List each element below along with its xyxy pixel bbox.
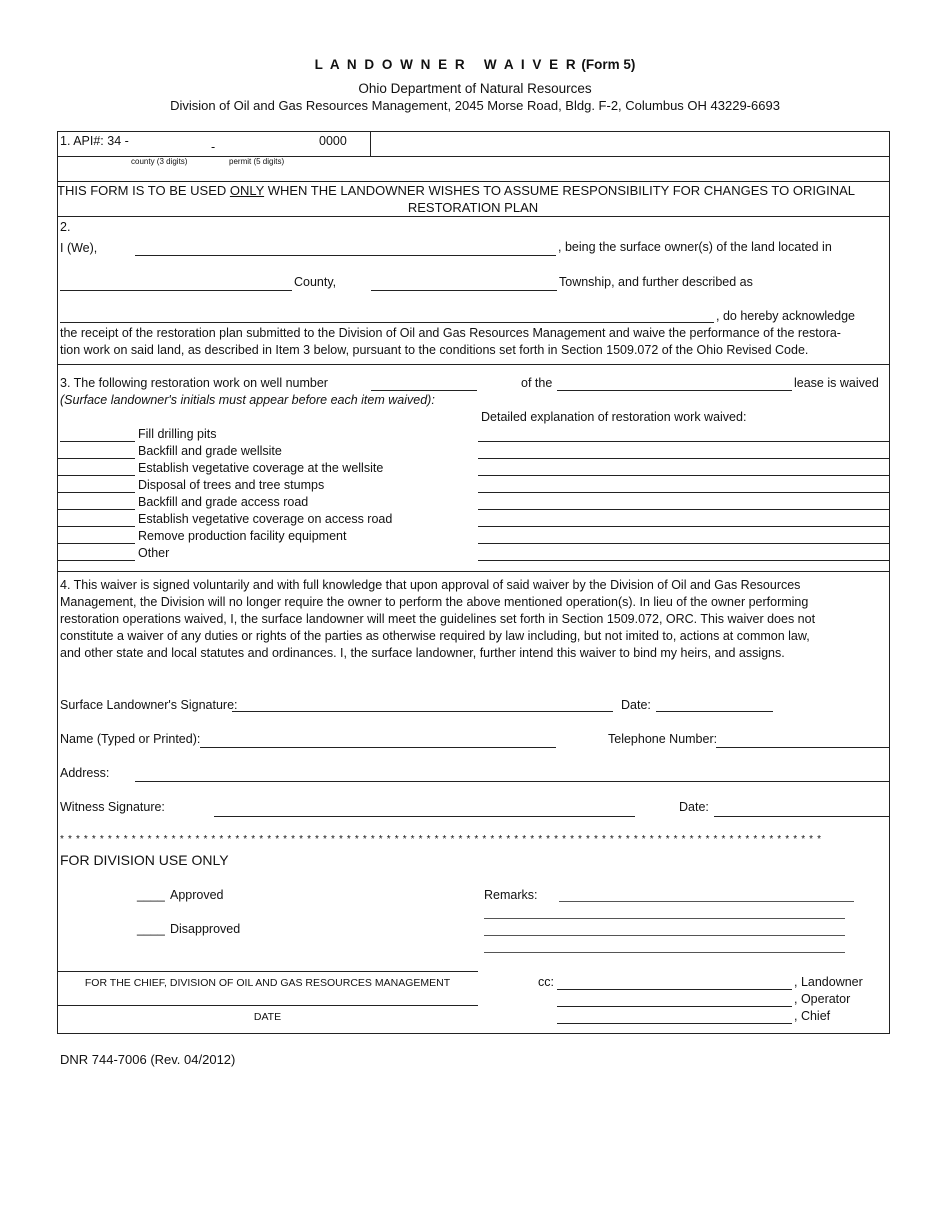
disapproved-label: Disapproved	[170, 922, 241, 936]
division-address: Division of Oil and Gas Resources Management, 2045 Morse Road, Bldg. F-2, Columbus OH 43229-6693	[170, 98, 780, 113]
item-label-3: Establish vegetative coverage at the wellsite	[138, 461, 384, 475]
initials-field-3[interactable]	[57, 475, 135, 476]
explanation-line-1[interactable]	[478, 441, 889, 442]
address-label: Address:	[60, 766, 110, 780]
county-label: County,	[294, 275, 337, 289]
acknowledge-label: , do hereby acknowledge	[716, 309, 855, 323]
remarks-line-1[interactable]	[559, 901, 854, 902]
chief-signature-label: FOR THE CHIEF, DIVISION OF OIL AND GAS RESOURCES MANAGEMENT	[84, 977, 451, 989]
api-label: 1. API#: 34 -	[60, 134, 129, 148]
well-number-field[interactable]	[371, 390, 477, 391]
notice-pre: THIS FORM IS TO BE USED	[57, 183, 230, 198]
section4-line-3: restoration operations waived, I, the surface landowner will meet the guidelines set forth in Section 1509.072, ORC. This waiver does not	[60, 612, 816, 626]
initials-field-2[interactable]	[57, 458, 135, 459]
section2-para-2: tion work on said land, as described in Item 3 below, pursuant to the conditions set forth in Section 1509.072 of the Ohio Revised Code.	[60, 343, 809, 357]
initials-field-7[interactable]	[57, 543, 135, 544]
witness-date-label: Date:	[679, 800, 709, 814]
county-hint: county (3 digits)	[131, 157, 188, 166]
notice-post: WHEN THE LANDOWNER WISHES TO ASSUME RESPONSIBILITY FOR CHANGES TO ORIGINAL	[264, 183, 855, 198]
form-code: DNR 744-7006 (Rev. 04/2012)	[60, 1052, 236, 1067]
section4-line-4: constitute a waiver of any duties or rights of the parties as otherwise required by law including, but not imited to, actions at common law,	[60, 629, 810, 643]
section4-line-2: Management, the Division will no longer require the owner to perform the above mentioned operation(s). In lieu of the owner performing	[60, 595, 809, 609]
i-we-label: I (We),	[60, 241, 98, 255]
cc-chief-label: , Chief	[794, 1009, 831, 1023]
permit-hint: permit (5 digits)	[229, 157, 285, 166]
cc-chief-field[interactable]	[557, 1023, 792, 1024]
township-field[interactable]	[371, 290, 557, 291]
agency-name: Ohio Department of Natural Resources	[358, 81, 592, 96]
disapproved-blank[interactable]: ____	[137, 922, 165, 936]
approved-blank[interactable]: ____	[137, 888, 165, 902]
remarks-label: Remarks:	[484, 888, 538, 902]
lease-waived-label: lease is waived	[794, 376, 879, 390]
initials-field-5[interactable]	[57, 509, 135, 510]
detail-label: Detailed explanation of restoration work waived:	[481, 410, 747, 424]
section4-line-5: and other state and local statutes and ordinances. I, the surface landowner, further intend this waiver to bind my heirs, and assigns.	[60, 646, 785, 660]
cc-landowner-label: , Landowner	[794, 975, 863, 989]
name-field[interactable]	[200, 747, 556, 748]
division-use-title: FOR DIVISION USE ONLY	[60, 852, 229, 868]
signature-date-label: Date:	[621, 698, 651, 712]
item-label-4: Disposal of trees and tree stumps	[138, 478, 325, 492]
signature-label: Surface Landowner's Signature:	[60, 698, 238, 712]
explanation-line-7[interactable]	[478, 543, 889, 544]
explanation-line-5[interactable]	[478, 509, 889, 510]
chief-date-label: DATE	[253, 1011, 282, 1023]
description-field[interactable]	[60, 322, 714, 323]
item-label-1: Fill drilling pits	[138, 427, 217, 441]
witness-label: Witness Signature:	[60, 800, 165, 814]
signature-date-field[interactable]	[656, 711, 773, 712]
township-label: Township, and further described as	[559, 275, 753, 289]
notice-only: ONLY	[229, 183, 265, 198]
of-the-label: of the	[521, 376, 553, 390]
phone-label: Telephone Number:	[608, 732, 718, 746]
api-suffix: 0000	[319, 134, 347, 148]
explanation-line-4[interactable]	[478, 492, 889, 493]
explanation-line-2[interactable]	[478, 458, 889, 459]
approved-label: Approved	[170, 888, 224, 902]
explanation-line-6[interactable]	[478, 526, 889, 527]
item-label-5: Backfill and grade access road	[138, 495, 309, 509]
star-divider: * * * * * * * * * * * * * * * * * * * * * * * * * * * * * * * * * * * * * * * * * * * * * * * * * * * * * * * * * * * * * * * * * * * * * * * * * * * * * * * * * * * * * * * * * * * * * * * *	[60, 834, 822, 845]
explanation-line-3[interactable]	[478, 475, 889, 476]
section3-intro: 3. The following restoration work on well number	[60, 376, 328, 390]
cc-label: cc:	[538, 975, 554, 989]
initials-field-6[interactable]	[57, 526, 135, 527]
initials-field-4[interactable]	[57, 492, 135, 493]
remarks-line-3[interactable]	[484, 935, 845, 936]
initials-field-8[interactable]	[57, 560, 135, 561]
lease-name-field[interactable]	[557, 390, 792, 391]
remarks-line-4[interactable]	[484, 952, 845, 953]
witness-date-field[interactable]	[714, 816, 889, 817]
initials-field-1[interactable]	[60, 441, 135, 442]
witness-field[interactable]	[214, 816, 635, 817]
item-label-8: Other	[138, 546, 170, 560]
form-number: (Form 5)	[581, 57, 636, 72]
phone-field[interactable]	[716, 747, 889, 748]
item-label-7: Remove production facility equipment	[138, 529, 347, 543]
signature-field[interactable]	[232, 711, 613, 712]
notice-line-2: RESTORATION PLAN	[407, 200, 539, 215]
section2-para-1: the receipt of the restoration plan submitted to the Division of Oil and Gas Resources Management and waive the performance of the restora-	[60, 326, 841, 340]
item-label-6: Establish vegetative coverage on access road	[138, 512, 393, 526]
initials-note: (Surface landowner's initials must appear before each item waived):	[60, 393, 435, 407]
item-label-2: Backfill and grade wellsite	[138, 444, 282, 458]
cc-operator-field[interactable]	[557, 1006, 792, 1007]
owner-name-field[interactable]	[135, 255, 556, 256]
remarks-line-2[interactable]	[484, 918, 845, 919]
form-title-text: L A N D O W N E R W A I V E R	[314, 57, 578, 72]
owner-suffix: , being the surface owner(s) of the land located in	[558, 240, 832, 254]
section2-number: 2.	[60, 220, 71, 234]
name-label: Name (Typed or Printed):	[60, 732, 201, 746]
address-field[interactable]	[135, 781, 889, 782]
county-field[interactable]	[60, 290, 292, 291]
cc-operator-label: , Operator	[794, 992, 851, 1006]
cc-landowner-field[interactable]	[557, 989, 792, 990]
explanation-line-8[interactable]	[478, 560, 889, 561]
section4-line-1: 4. This waiver is signed voluntarily and with full knowledge that upon approval of said waiver by the Division of Oil and Gas Resources	[60, 578, 801, 592]
api-dash: -	[211, 140, 216, 154]
form-title	[0, 57, 950, 72]
notice-line-1	[57, 183, 855, 198]
